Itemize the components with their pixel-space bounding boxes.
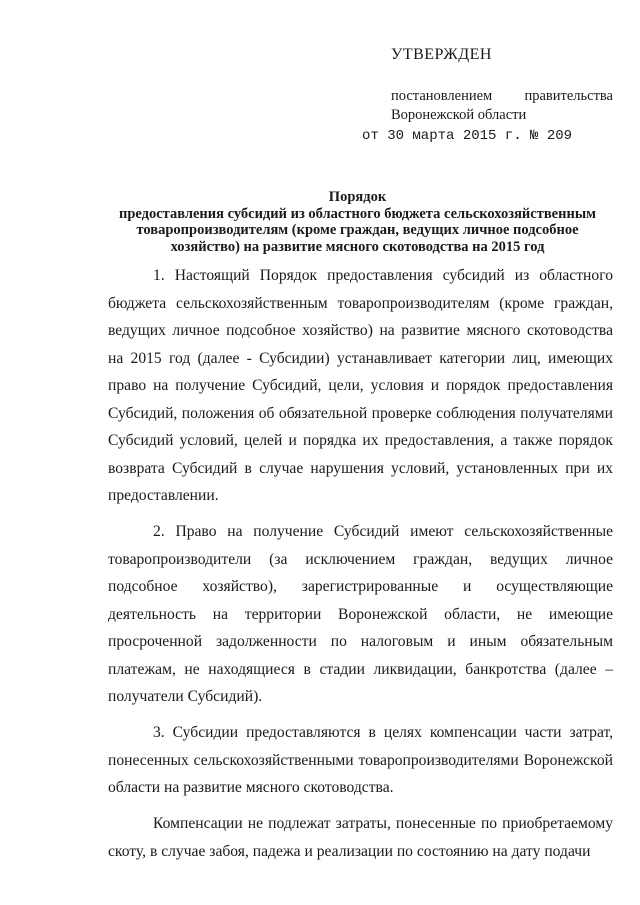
document-title — [100, 189, 615, 255]
approval-line-2: Воронежской области — [391, 107, 527, 123]
approval-heading: УТВЕРЖДЕН — [391, 46, 492, 63]
title-line-4: хозяйство) на развитие мясного скотоводства на 2015 год — [170, 238, 545, 255]
approval-stamp — [362, 45, 613, 146]
title-line-1: Порядок — [328, 189, 387, 205]
paragraph-2: 2. Право на получение Субсидий имеют сельскохозяйственные товаропроизводители (за исключением граждан, ведущих личное подсобное хозяйство), зарегистрированные и осуществляющие деятельность на территории Воронежской области, не имеющие просроченной задолженности по налоговым и иным обязательным платежам, не находящиеся в стадии ликвидации, банкротства (далее – получатели Субсидий). — [108, 523, 613, 705]
title-line-3: товаропроизводителям (кроме граждан, ведущих личное подсобное — [136, 222, 579, 238]
paragraph-4: Компенсации не подлежат затраты, понесенные по приобретаемому скоту, в случае забоя, падежа и реализации по состоянию на дату подачи — [108, 815, 613, 860]
title-line-2: предоставления субсидий из областного бюджета сельскохозяйственным — [118, 205, 597, 222]
paragraph-3: 3. Субсидии предоставляются в целях компенсации части затрат, понесенных сельскохозяйственными товаропроизводителями Воронежской области на развитие мясного скотоводства. — [108, 724, 613, 796]
approval-date: от 30 марта 2015 г. № 209 — [362, 128, 573, 144]
paragraph-1: 1. Настоящий Порядок предоставления субсидий из областного бюджета сельскохозяйственным товаропроизводителям (кроме граждан, ведущих личное подсобное хозяйство) на развитие мясного скотоводства на 2015 год (далее - Субсидии) устанавливает категории лиц, имеющих право на получение Субсидий, цели, условия и порядок предоставления Субсидий, положения об обязательной проверке соблюдения получателями Субсидий условий, целей и порядка их предоставления, а также порядок возврата Субсидий в случае нарушения условий, установленных при их предоставлении. — [108, 267, 613, 504]
document-body — [108, 262, 613, 874]
approval-line-1: постановлением правительства — [391, 88, 613, 104]
